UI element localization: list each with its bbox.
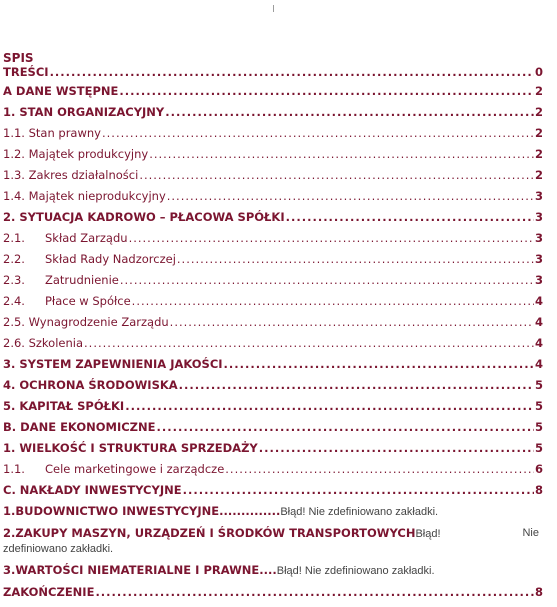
toc-entry[interactable] xyxy=(3,357,543,371)
toc-entry-number: 1.1. xyxy=(3,462,25,476)
toc-entry-label: 1.3. Zakres działalności xyxy=(3,168,139,182)
toc-entry-conclusion[interactable] xyxy=(3,585,543,599)
page-number-mark: I xyxy=(272,4,275,15)
bookmark-error-text: Błąd! Nie zdefiniowano zakładki. xyxy=(280,506,439,518)
toc-leader-dots xyxy=(165,105,534,119)
toc-entry-page: 2 xyxy=(534,126,543,140)
toc-entry[interactable] xyxy=(3,336,543,350)
toc-entry-page: 4 xyxy=(534,336,543,350)
toc-entry-label: 2.5. Wynagrodzenie Zarządu xyxy=(3,315,169,329)
toc-entry[interactable] xyxy=(3,84,543,98)
toc-entries xyxy=(3,84,543,497)
toc-entry-label: 1.1. Stan prawny xyxy=(3,126,101,140)
toc-entry-page: 4 xyxy=(534,357,543,371)
toc-leader-dots xyxy=(120,273,534,287)
toc-entry-page: 4 xyxy=(534,294,543,308)
toc-entry-label: 1. STAN ORGANIZACYJNY xyxy=(3,105,165,119)
toc-entry[interactable] xyxy=(3,105,543,119)
toc-leader-dots xyxy=(119,84,534,98)
toc-entry-label: 2.6. Szkolenia xyxy=(3,336,84,350)
toc-entry-page: 5 xyxy=(534,378,543,392)
toc-entry-page: 2 xyxy=(534,84,543,98)
toc-entry-label: 3.WARTOŚCI NIEMATERIALNE I PRAWNE xyxy=(3,563,260,577)
toc-leader-dots xyxy=(84,336,534,350)
toc-entry-invest-3[interactable] xyxy=(3,563,543,578)
toc-entry-page: 2 xyxy=(534,147,543,161)
toc-entry[interactable] xyxy=(3,189,543,203)
toc-entry-label: 1.BUDOWNICTWO INWESTYCYJNE xyxy=(3,504,220,518)
bookmark-error-text: Nie xyxy=(522,527,539,539)
toc-leader-dots xyxy=(102,126,534,140)
toc-entry-label: Cele marketingowe i zarządcze xyxy=(45,462,225,476)
toc-entry[interactable] xyxy=(3,126,543,140)
toc-entry-label: 3. SYSTEM ZAPEWNIENIA JAKOŚCI xyxy=(3,357,223,371)
toc-leader-dots xyxy=(139,168,534,182)
toc-entry[interactable] xyxy=(3,210,543,224)
bookmark-error-text: Błąd! xyxy=(415,528,441,540)
toc-entry-label: A DANE WSTĘPNE xyxy=(3,84,119,98)
toc-leader-dots xyxy=(125,399,534,413)
toc-entry[interactable] xyxy=(3,147,543,161)
toc-entry-page: 5 xyxy=(534,420,543,434)
toc-entry-page: 5 xyxy=(534,441,543,455)
toc-entry-label: 2.ZAKUPY MASZYN, URZĄDZEŃ I ŚRODKÓW TRANSPORTOWYCH xyxy=(3,526,416,540)
toc-entry[interactable] xyxy=(3,483,543,497)
toc-entry-label: 1. WIELKOŚĆ I STRUKTURA SPRZEDAŻY xyxy=(3,441,258,455)
table-of-contents xyxy=(3,52,543,599)
toc-entry-label: 5. KAPITAŁ SPÓŁKI xyxy=(3,399,125,413)
toc-entry-label: Skład Rady Nadzorczej xyxy=(45,252,176,266)
toc-leader-dots xyxy=(286,210,534,224)
toc-entry-label: 4. OCHRONA ŚRODOWISKA xyxy=(3,378,178,392)
toc-entry[interactable] xyxy=(3,420,543,434)
toc-leader-dots: .... xyxy=(259,563,277,577)
toc-entry-label: Zatrudnienie xyxy=(45,273,119,287)
toc-entry-label: C. NAKŁADY INWESTYCYJNE xyxy=(3,483,182,497)
toc-title: SPIS xyxy=(3,51,34,65)
toc-leader-dots xyxy=(183,483,534,497)
bookmark-error-text: zdefiniowano zakładki. xyxy=(3,543,114,555)
toc-leader-dots xyxy=(129,231,534,245)
toc-entry-label: ZAKOŃCZENIE xyxy=(3,585,95,599)
toc-entry-page: 8 xyxy=(534,585,543,599)
toc-entry-page: 4 xyxy=(534,315,543,329)
toc-leader-dots xyxy=(50,65,534,79)
toc-title-word: TREŚCI xyxy=(3,65,49,79)
toc-entry-label: 1.2. Majątek produkcyjny xyxy=(3,147,149,161)
toc-leader-dots xyxy=(177,252,534,266)
toc-entry-label: Skład Zarządu xyxy=(45,231,128,245)
toc-entry-page: 3 xyxy=(534,231,543,245)
toc-entry-page: 2 xyxy=(534,105,543,119)
toc-leader-dots xyxy=(225,462,534,476)
toc-entry-number: 2.3. xyxy=(3,273,25,287)
toc-entry-page: 3 xyxy=(534,210,543,224)
toc-leader-dots xyxy=(167,189,534,203)
toc-entry[interactable] xyxy=(3,231,543,245)
toc-entry-page: 8 xyxy=(534,483,543,497)
toc-leader-dots xyxy=(95,585,534,599)
toc-entry-page: 3 xyxy=(534,252,543,266)
toc-entry[interactable] xyxy=(3,294,543,308)
toc-entry[interactable] xyxy=(3,315,543,329)
toc-leader-dots: .............. xyxy=(219,504,281,518)
toc-entry[interactable] xyxy=(3,168,543,182)
toc-leader-dots xyxy=(179,378,534,392)
toc-entry-invest-1[interactable] xyxy=(3,504,543,519)
toc-entry[interactable] xyxy=(3,462,543,476)
toc-title-row xyxy=(3,65,543,79)
toc-entry-number: 2.4. xyxy=(3,294,25,308)
toc-leader-dots xyxy=(149,147,534,161)
toc-entry[interactable] xyxy=(3,273,543,287)
toc-leader-dots xyxy=(224,357,534,371)
toc-entry-label: 1.4. Majątek nieprodukcyjny xyxy=(3,189,166,203)
toc-entry-invest-2[interactable] xyxy=(3,526,543,556)
toc-entry-page: 3 xyxy=(534,189,543,203)
toc-entry-label: B. DANE EKONOMICZNE xyxy=(3,420,156,434)
toc-entry[interactable] xyxy=(3,441,543,455)
toc-entry-page: 3 xyxy=(534,273,543,287)
toc-entry-label: Płace w Spółce xyxy=(45,294,131,308)
toc-entry-page: 2 xyxy=(534,168,543,182)
toc-entry[interactable] xyxy=(3,252,543,266)
toc-entry-page: 5 xyxy=(534,399,543,413)
toc-entry-page: 6 xyxy=(534,462,543,476)
toc-entry[interactable] xyxy=(3,378,543,392)
toc-leader-dots xyxy=(170,315,534,329)
toc-entry[interactable] xyxy=(3,399,543,413)
toc-entry-number: 2.1. xyxy=(3,231,25,245)
toc-entry-number: 2.2. xyxy=(3,252,25,266)
toc-leader-dots xyxy=(156,420,534,434)
toc-leader-dots xyxy=(132,294,534,308)
bookmark-error-text: Błąd! Nie zdefiniowano zakładki. xyxy=(276,565,435,577)
toc-leader-dots xyxy=(259,441,534,455)
toc-title-page: 0 xyxy=(534,65,543,79)
toc-entry-label: 2. SYTUACJA KADROWO – PŁACOWA SPÓŁKI xyxy=(3,210,285,224)
